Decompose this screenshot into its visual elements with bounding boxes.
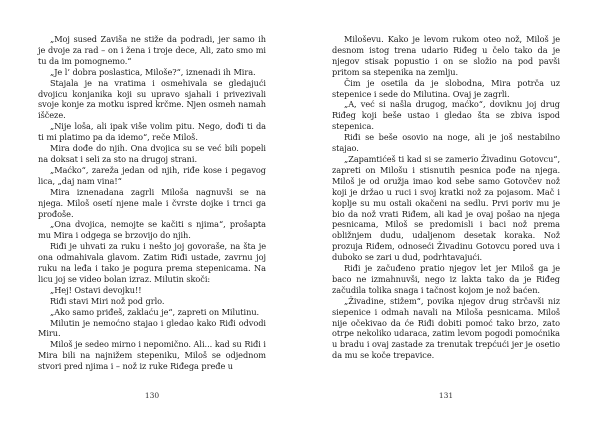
paragraph: „Hej! Ostavi devojku!!	[50, 284, 142, 295]
paragraph: Miloš je sedeo mirno i nepomično. Ali... kad su Riđi i Mira bili na najnižem stepeniku, Miloš se odjednom stvori pred njima i – nož iz ruke Riđega pređe u	[38, 339, 266, 372]
paragraph: „Zapamtićeš ti kad si se zamerio Živadinu Gotovcu“, zapreti on Milošu i stisnutih pesnica pođe na njega. Miloš je od oružja imao kod sebe samo Gotovčev nož koji je držao u ruci i svoj kratki nož za pojasom. Mač i koplje su mu ostali okačeni na sedlu. Prvi poriv mu je bio da nož vrati Riđem, ali kad je ovaj pošao na njega pesnicama, Miloš se predomisli i baci nož prema obližnjem dudu, udaljenom desetak koraka. Nož prozuja Riđem, odnoseći Živadinu Gotovcu pored uva i duboko se zari u dud, podrhtavajući.	[332, 153, 560, 263]
paragraph: Milutin je nemoćno stajao i gledao kako Riđi odvodi Miru.	[38, 317, 266, 339]
paragraph: „A, već si našla drugog, maćko“, doviknu joj drug Riđeg koji beše ustao i gledao šta se zbiva ispod stepenica.	[332, 99, 560, 132]
left-page-text	[38, 34, 266, 372]
paragraph: „Živadine, stižem“, povika njegov drug strčavši niz siepenice i odmah navali na Miloša pesnicama. Miloš nije očekivao da će Riđi dobiti pomoć tako brzo, zato otrpe nekoliko udaraca, zatim levom pogodi pomoćnika u bradu i ovaj zastade za trenutak trepćući jer je osetio da mu se koče trepavice.	[332, 295, 560, 361]
paragraph: Riđi stavi Miri nož pod grlo.	[50, 295, 165, 306]
paragraph: „Je l’ dobra poslastica, Miloše?“, iznenadi ih Mira.	[50, 66, 256, 77]
right-page-text	[332, 34, 560, 361]
paragraph: Riđi je uhvati za ruku i nešto joj govoraše, na šta je ona odmahivala glavom. Zatim Riđi ustade, zavrnu joj ruku na leđa i tako je pogura prema stepenicama. Na licu joj se video bolan izraz. Milutin skoči:	[38, 241, 266, 284]
paragraph: Miloševu. Kako je levom rukom oteo nož, Miloš je desnom istog trena udario Riđeg u čelo tako da je njegov stisak popustio i on se složio na pod pavši pritom sa stepenika na zemlju.	[332, 34, 560, 77]
paragraph: „Moj sused Zaviša ne stiže da podradi, jer samo ih je dvoje za rad – on i žena i troje dece, Ali, zato smo mi tu da im pomognemo.“	[38, 34, 266, 66]
paragraph: „Ako samo priđeš, zaklaću je“, zapreti on Milutinu.	[50, 306, 260, 317]
paragraph: Mira iznenadana zagrli Miloša nagnuvši se na njega. Miloš osetí njene male i čvrste dojke i trnci ga prođoše.	[38, 186, 266, 219]
paragraph: Stajala je na vratima i osmehivala se gledajući dvojicu konjanika koji su upravo sjahali i privezivali svoje konje za motku ispred krčme. Njen osmeh namah iščeze.	[38, 77, 266, 121]
paragraph: „Nije loša, ali ipak više volim pitu. Nego, dođi ti da ti mi platimo pa da idemo“, reče Miloš.	[38, 121, 266, 143]
left-page	[38, 34, 266, 416]
paragraph: Mira dođe do njih. Ona dvojica su se već bili popeli na doksat i seli za sto na drugoj strani.	[38, 143, 266, 164]
paragraph: „Maćko“, zareža jedan od njih, riđe kose i pegavog lica, „daj nam vina!“	[38, 164, 266, 186]
right-page	[332, 34, 560, 416]
paragraph: „Ona dvojica, nemojte se kačiti s njima“, prošapta mu Mira i odgega se brzovijo do njih.	[38, 219, 266, 241]
paragraph: Riđi se beše osovio na noge, ali je još nestabilno stajao.	[332, 132, 560, 154]
paragraph: Riđi je začuđeno pratio njegov let jer Miloš ga je baco ne izmahnuvši, nego iz lakta tako da je Riđeg začudila tolika snaga i tačnost kojom je nož baćen.	[332, 263, 560, 295]
paragraph: Čim je osetila da je slobodna, Mira potrča uz stepenice i sede do Milutina. Ovaj je zagrli.	[332, 77, 560, 99]
page-number: 131	[438, 391, 454, 400]
page-number: 130	[144, 391, 160, 400]
